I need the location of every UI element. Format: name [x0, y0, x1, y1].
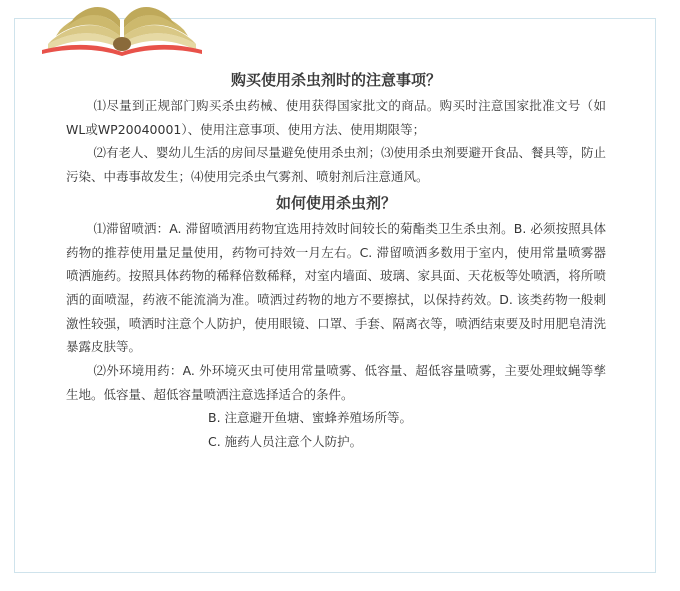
paragraph-item-b: B. 注意避开鱼塘、蜜蜂养殖场所等。	[208, 410, 413, 426]
article-body	[66, 66, 606, 454]
section-title: 购买使用杀虫剂时的注意事项？	[230, 71, 441, 89]
paragraph: ⑴尽量到正规部门购买杀虫药械、使用获得国家批文的商品。购买时注意国家批准文号（如WL或WP20040001）、使用注意事项、使用方法、使用期限等；	[66, 98, 606, 137]
open-book-icon	[38, 0, 206, 56]
paragraph-item-c: C. 施药人员注意个人防护。	[208, 434, 363, 450]
paragraph: ⑵有老人、婴幼儿生活的房间尽量避免使用杀虫剂；⑶使用杀虫剂要避开食品、餐具等，防止污染、中毒事故发生；⑷使用完杀虫气雾剂、喷射剂后注意通风。	[66, 145, 607, 185]
paragraph: ⑵外环境用药：A. 外环境灭虫可使用常量喷雾、低容量、超低容量喷雾，主要处理蚊蝇等孳生地。低容量、超低容量喷洒注意选择适合的条件。	[66, 363, 606, 402]
paragraph: ⑴滞留喷洒：A. 滞留喷洒用药物宜选用持效时间较长的菊酯类卫生杀虫剂。B. 必须按照具体药物的推荐使用量足量使用，药物可持效一月左右。C. 滞留喷洒多数用于室内，使用常量喷雾器喷洒施药。按照具体药物的稀释倍数稀释，对室内墙面、玻璃、家具面、天花板等处喷洒，将所喷洒的面喷湿，药液不能流淌为准。喷洒过药物的地方不要擦拭，以保持药效。D. 该类药物一般刺激性较强，喷洒时注意个人防护，使用眼镜、口罩、手套、隔离衣等，喷洒结束要及时用肥皂清洗暴露皮肤等。	[66, 220, 606, 355]
section-title: 如何使用杀虫剂？	[275, 193, 396, 212]
